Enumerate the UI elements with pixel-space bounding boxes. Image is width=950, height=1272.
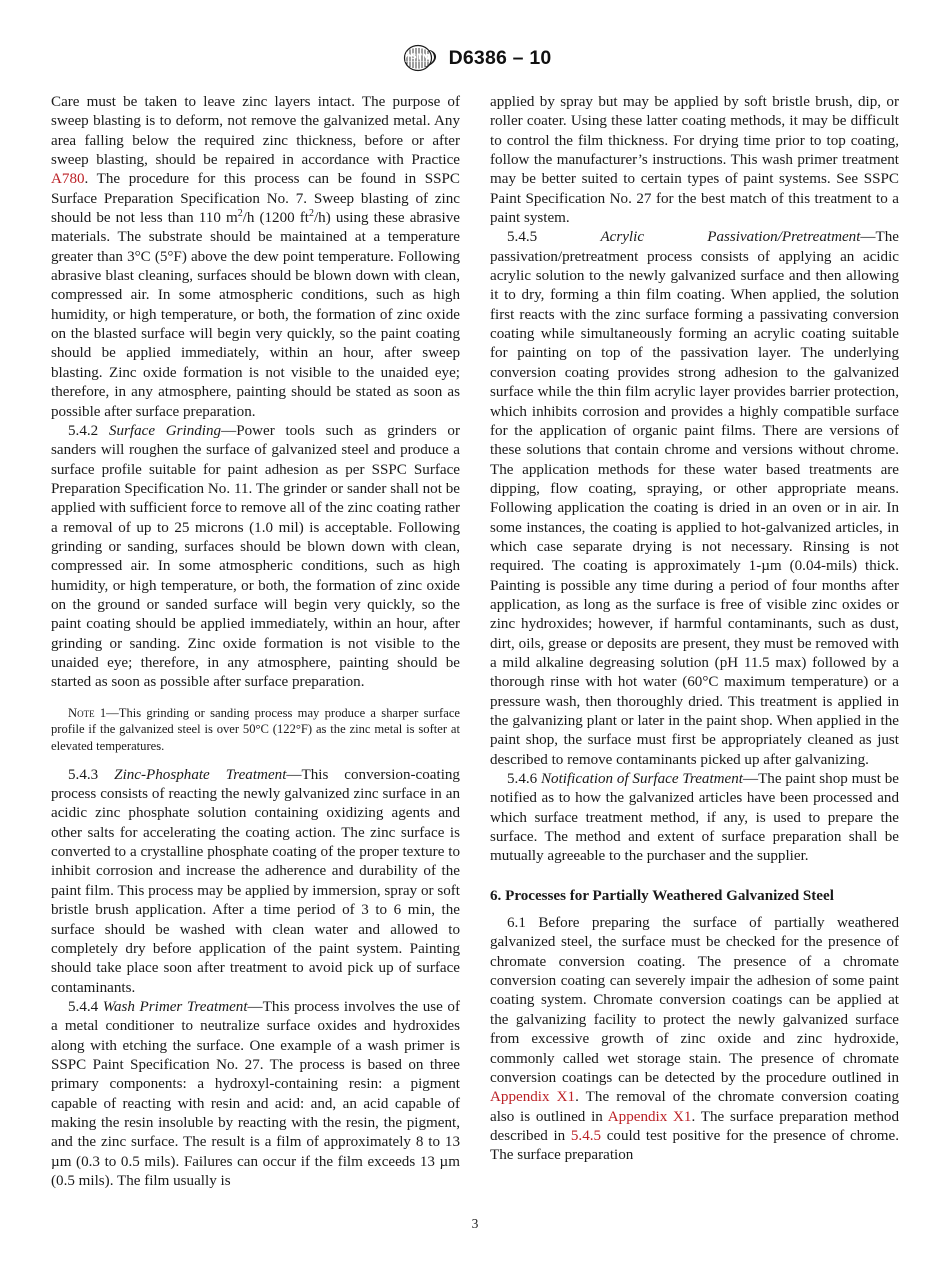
section-number: 5.4.6 xyxy=(507,771,538,788)
par-text-part: . The surface preparation method described in xyxy=(490,1108,900,1144)
par-text-part: /h (1200 ft xyxy=(242,210,309,227)
section-number: 5.4.2 xyxy=(68,422,99,439)
paragraph-5-4-2-surface-grinding xyxy=(51,422,460,693)
svg-text:S: S xyxy=(410,51,417,61)
section-number: 5.4.4 xyxy=(68,998,99,1015)
section-number: 5.4.3 xyxy=(68,766,99,783)
page-header xyxy=(0,44,950,77)
link-practice-a780[interactable]: A780 xyxy=(51,171,85,188)
superscript-two: 2 xyxy=(237,208,243,220)
paragraph-care-must-be-taken xyxy=(51,93,460,422)
link-appendix-x1-second[interactable]: Appendix X1 xyxy=(607,1108,692,1125)
paragraph-continued-wash-primer: applied by spray but may be applied by soft bristle brush, dip, or roller coater. Using these latter coating methods, it may be difficult to control the film thickness. For drying time prior to top coating, follow the manufacturer’s instructions. This wash primer treatment may be better suited to certain types of paint systems. See SSPC Paint Specification No. 27 for the best match of this treatment to a paint system. xyxy=(490,94,899,227)
par-text-part: /h) using these abrasive materials. The substrate should be maintained at a temperature greater than 3°C (5°F) above the dew point temperature. Following abrasive blast cleaning, surfaces should be blown down with clean, compressed air. In some atmospheric conditions, such as high humidity, or high temperature, or both, the formation of zinc oxide on the blasted surface will begin very quickly, so the paint coating should be applied immediately, within an hour, after sweep blasting. Zinc oxide formation is not visible to the unaided eye; therefore, in any atmosphere, painting should be stated as soon as possible after surface preparation. xyxy=(51,210,460,420)
paragraph-5-4-4-wash-primer-treatment xyxy=(51,998,460,1191)
par-text-part: Care must be taken to leave zinc layers intact. The purpose of sweep blasting is to deform, not remove the galvanized metal. Any area falling below the required zinc thickness, before or after sweep blasting, should be repaired in accordance with Practice xyxy=(51,94,460,169)
section-6-heading: 6. Processes for Partially Weathered Galvanized Steel xyxy=(490,887,834,904)
par-text-part: —This conversion-coating process consists of reacting the newly galvanized zinc surface in an acidic zinc phosphate solution containing oxidizing agents and other salts for accelerating the coating action. The zinc surface is converted to a crystalline phosphate coating of the proper texture to inhibit corrosion and increase the adherence and durability of the paint film. This process may be applied by immersion, spray or soft bristle brush application. After a time period of 3 to 6 min, the surface should be washed with clean water and allowed to completely dry before application of the paint system. Painting should take place soon after treatment to avoid pick up of surface contaminants. xyxy=(51,766,460,996)
section-number: 6.1 xyxy=(507,915,526,932)
astm-logo-icon xyxy=(399,44,440,72)
right-column xyxy=(490,93,899,1191)
par-text-part: —The paint shop must be notified as to how the galvanized articles have been processed and which surface treatment method, if any, is used to prepare the surface. The method and extent of surface preparation shall be mutually agreeable to the purchaser and the supplier. xyxy=(490,771,900,865)
svg-text:A: A xyxy=(403,49,412,60)
par-text-part: Before preparing the surface of partially weathered galvanized steel, the surface must be checked for the presence of chromate conversion coating. The presence of a chromate conversion coating can severely impair the adhesion of some paint coating system. Chromate conversion coatings can be applied at the galvanizing facility to protect the newly galvanized surface from excessive growth of zinc oxide and zinc hydroxide, commonly called wet storage stain. The presence of chromate conversion coatings can be detected by the procedure outlined in xyxy=(490,915,899,1086)
paragraph-5-4-3-zinc-phosphate-treatment xyxy=(51,766,460,998)
section-number: 5.4.5 xyxy=(507,229,538,246)
svg-text:T: T xyxy=(416,52,422,62)
paragraph-5-4-6-notification-of-surface-treatment xyxy=(490,770,899,867)
section-title: Zinc-Phosphate Treatment xyxy=(114,766,287,783)
section-title: Wash Primer Treatment xyxy=(102,998,248,1015)
section-title: Surface Grinding xyxy=(108,422,222,439)
svg-text:M: M xyxy=(421,52,430,62)
note-label: Note xyxy=(68,706,95,721)
section-title: Acrylic Passivation/Pretreatment xyxy=(600,229,861,246)
note-number: 1— xyxy=(94,706,119,721)
par-text-part: . The removal of the chromate conversion coating also is outlined in xyxy=(490,1089,899,1125)
paragraph-5-4-5-acrylic-passivation xyxy=(490,228,899,770)
link-appendix-x1-first[interactable]: Appendix X1 xyxy=(490,1089,576,1106)
note-text: This grinding or sanding process may produce a sharper surface profile if the galvanized steel is over 50°C (122°F) as the zinc metal is softer at elevated temperatures. xyxy=(51,706,460,753)
par-text-part: . The procedure for this process can be found in SSPC Surface Preparation Specification No. 7. Sweep blasting of zinc should be not less than 110 m xyxy=(51,171,460,227)
left-column xyxy=(51,93,460,1191)
note-1 xyxy=(51,705,460,754)
link-section-5-4-5[interactable]: 5.4.5 xyxy=(570,1127,602,1144)
document-number: D6386 – 10 xyxy=(448,46,552,69)
par-text-part: could test positive for the presence of chrome. The surface preparation xyxy=(490,1127,899,1164)
page-number: 3 xyxy=(471,1216,479,1231)
par-text-part: —Power tools such as grinders or sanders will roughen the surface of galvanized steel and produce a surface profile suitable for paint adhesion as per SSPC Surface Preparation Specification No. 11. The grinder or sander shall not be applied with sufficient force to remove all of the zinc coating rather a removal of up to 25 microns (1.0 mil) is acceptable. Following grinding or sanding, surfaces should be blown down with clean, compressed air. In some atmospheric conditions, such as high humidity, or high temperature, or both, the formation of zinc oxide on the ground or sanded surface will begin very quickly, so the paint coating should be applied immediately, within an hour, after grinding or sanding. Zinc oxide formation is not visible to the unaided eye; therefore, in any atmosphere, painting should be started as soon as possible after surface preparation. xyxy=(51,422,461,691)
section-title: Notification of Surface Treatment xyxy=(540,771,743,788)
par-text-part: —The passivation/pretreatment process consists of applying an acidic acrylic solution to the newly galvanized surface and then allowing it to dry, forming a thin film coating. When applied, the solution first reacts with the zinc surface forming a passivating conversion coating while simultaneously forming an acrylic coating suitable for painting on top of the passivation layer. The underlying conversion coating provides strong adhesion to the galvanized surface while the thin film acrylic layer provides barrier protection, which inhibits corrosion and provides a highly compatible surface for the application of organic paint films. There are versions of these solutions that contain chrome and versions without chrome. The application methods for these water based treatments are dipping, flow coating, spraying, or other appropriate means. Following application the coating is dried in an oven or in air. In some instances, the coating is applied to hot-galvanized articles, in which case separate drying is not necessary. Rinsing is not required. The coating is approximately 1-µm (0.04-mils) thick. Painting is possible any time during a period of four months after application, as long as the surface is free of visible zinc oxides or zinc hydroxides; however, if harmful contaminants, such as dust, dirt, oils, grease or deposits are present, they must be removed with a mild alkaline degreasing solution (pH 11.5 max) followed by a thorough rinse with hot water (60°C maximum temperature) or a pressure wash, then thoroughly dried. This treatment is applied in the galvanizing plant or later in the paint shop. When applied in the paint shop, the surface must first be appropriately cleaned as just described to remove contaminants picked up after galvanizing. xyxy=(490,229,899,768)
paragraph-6-1 xyxy=(490,914,899,1165)
two-column-body xyxy=(51,93,899,1191)
par-text-part: —This process involves the use of a metal conditioner to neutralize surface oxides and hydroxides along with etching the surface. One example of a wash primer is SSPC Paint Specification No. 27. The process is based on three primary components: a hydroxyl-containing resin: a pigment capable of reacting with resin and acid: and, an acid capable of making the resin insoluble by reacting with the resin, the pigment, and the zinc surface. The result is a film of approximately 8 to 13 µm (0.3 to 0.5 mils). Failures can occur if the film exceeds 13 µm (0.5 mils). The film usually is xyxy=(51,998,460,1189)
superscript-two: 2 xyxy=(309,208,314,220)
